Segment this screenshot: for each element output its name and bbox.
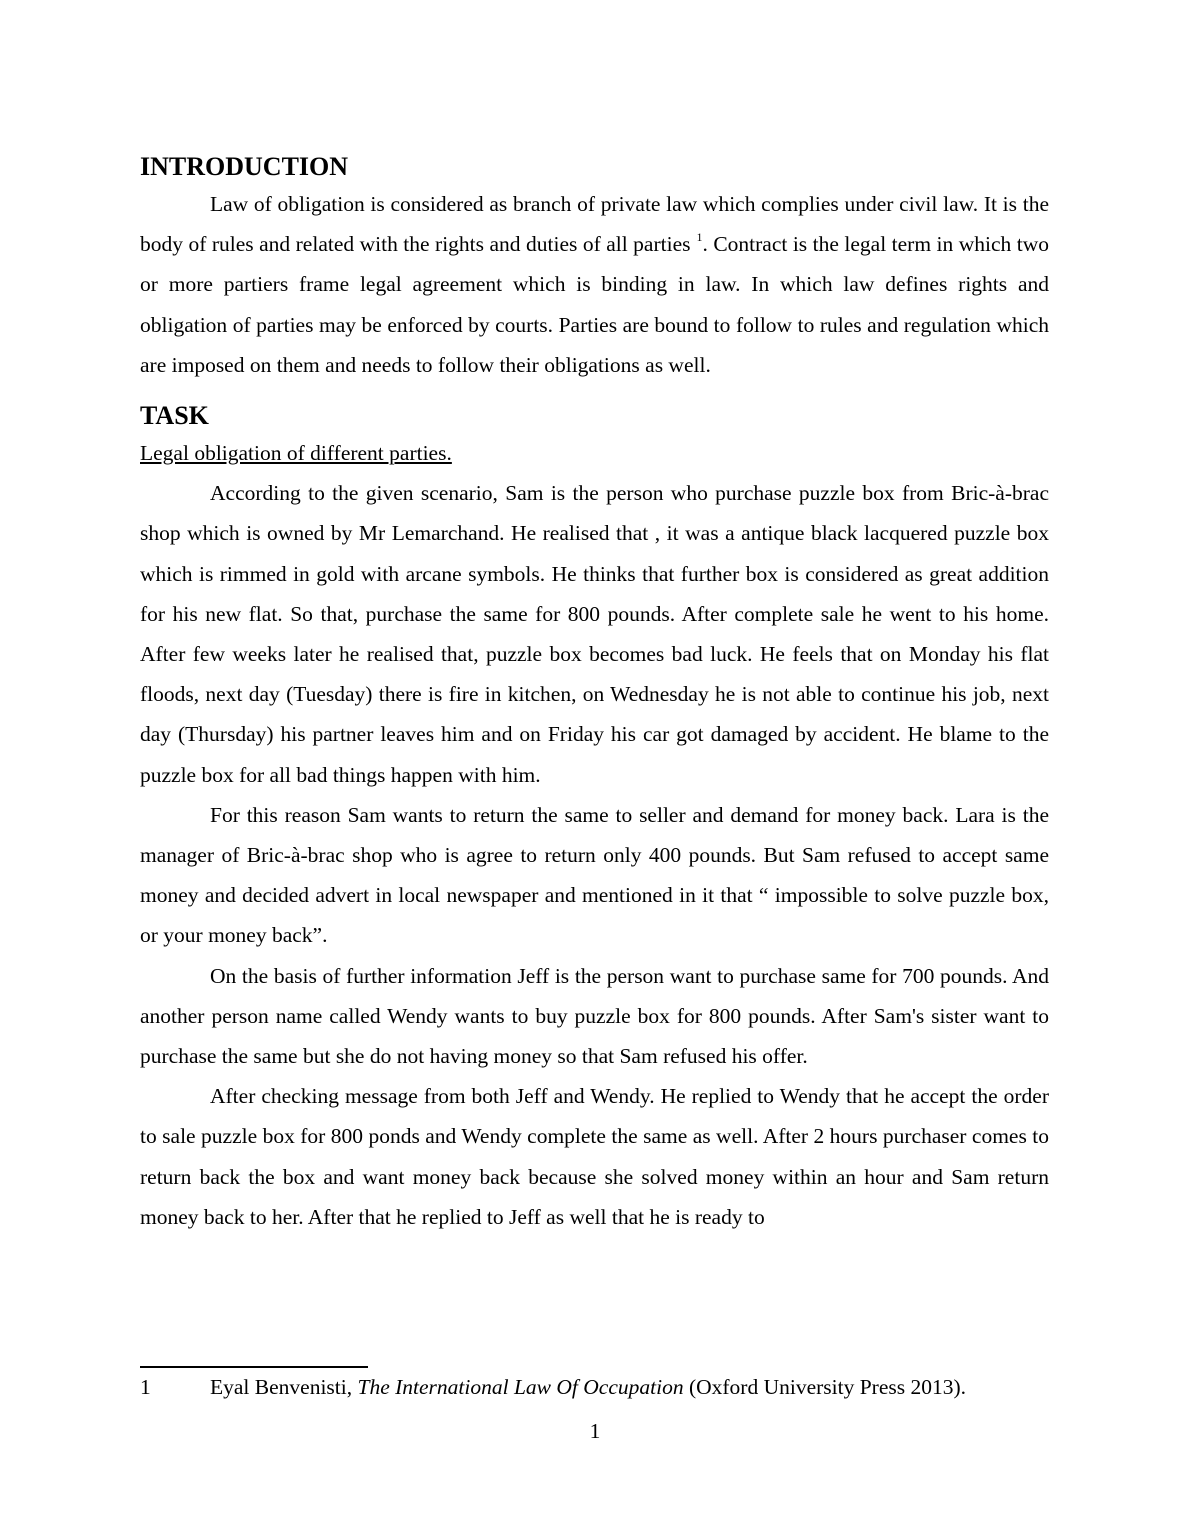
task-heading: TASK xyxy=(140,401,209,431)
introduction-text-part-1: Law of obligation is considered as branch of private law which complies under civil law. It is the body of rules and related with the rights and duties of all parties xyxy=(140,192,1049,257)
introduction-text-part-2: . Contract is the legal term in which two or more partiers frame legal agreement which is binding in law. In which law defines rights and obligation of parties may be enforced by courts. Parties are bound to follow to rules and regulation which are imposed on them and needs to follow their obligations as well. xyxy=(140,232,1049,377)
footnote-reference[interactable]: 1 xyxy=(696,230,703,245)
introduction-heading: INTRODUCTION xyxy=(140,152,349,181)
footnote-separator xyxy=(140,1366,368,1368)
task-subheading: Legal obligation of different parties. xyxy=(140,441,452,466)
footnote-title: The International Law Of Occupation xyxy=(357,1375,684,1399)
footnote-publication: (Oxford University Press 2013). xyxy=(683,1375,967,1399)
task-paragraph-1: According to the given scenario, Sam is the person who purchase puzzle box from Bric-à-brac shop which is owned by Mr Lemarchand. He realised that , it was a antique black lacquered puzzle box which is rimmed in gold with arcane symbols. He thinks that further box is considered as great addition for his new flat. So that, purchase the same for 800 pounds. After complete sale he went to his home. After few weeks later he realised that, puzzle box becomes bad luck. He feels that on Monday his flat floods, next day (Tuesday) there is fire in kitchen, on Wednesday he is not able to continue his job, next day (Thursday) his partner leaves him and on Friday his car got damaged by accident. He blame to the puzzle box for all bad things happen with him. xyxy=(140,481,1049,787)
task-paragraph-4: After checking message from both Jeff and Wendy. He replied to Wendy that he accept the order to sale puzzle box for 800 ponds and Wendy complete the same as well. After 2 hours purchaser comes to return back the box and want money back because she solved money within an hour and Sam return money back to her. After that he replied to Jeff as well that he is ready to xyxy=(140,1084,1049,1229)
footnote-author: Eyal Benvenisti, xyxy=(210,1375,358,1399)
task-paragraph-3: On the basis of further information Jeff is the person want to purchase same for 700 pounds. And another person name called Wendy wants to buy puzzle box for 800 pounds. After Sam's sister want to purchase the same but she do not having money so that Sam refused his offer. xyxy=(140,963,1049,1069)
footnote xyxy=(140,1371,1049,1403)
task-paragraph-2: For this reason Sam wants to return the same to seller and demand for money back. Lara is the manager of Bric-à-brac shop who is agree to return only 400 pounds. But Sam refused to accept same money and decided advert in local newspaper and mentioned in it that “ impossible to solve puzzle box, or your money back”. xyxy=(140,802,1049,948)
page-body xyxy=(140,150,1049,1237)
introduction-paragraph xyxy=(140,184,1049,385)
page-number: 1 xyxy=(589,1419,601,1443)
footnote-number: 1 xyxy=(140,1375,151,1399)
